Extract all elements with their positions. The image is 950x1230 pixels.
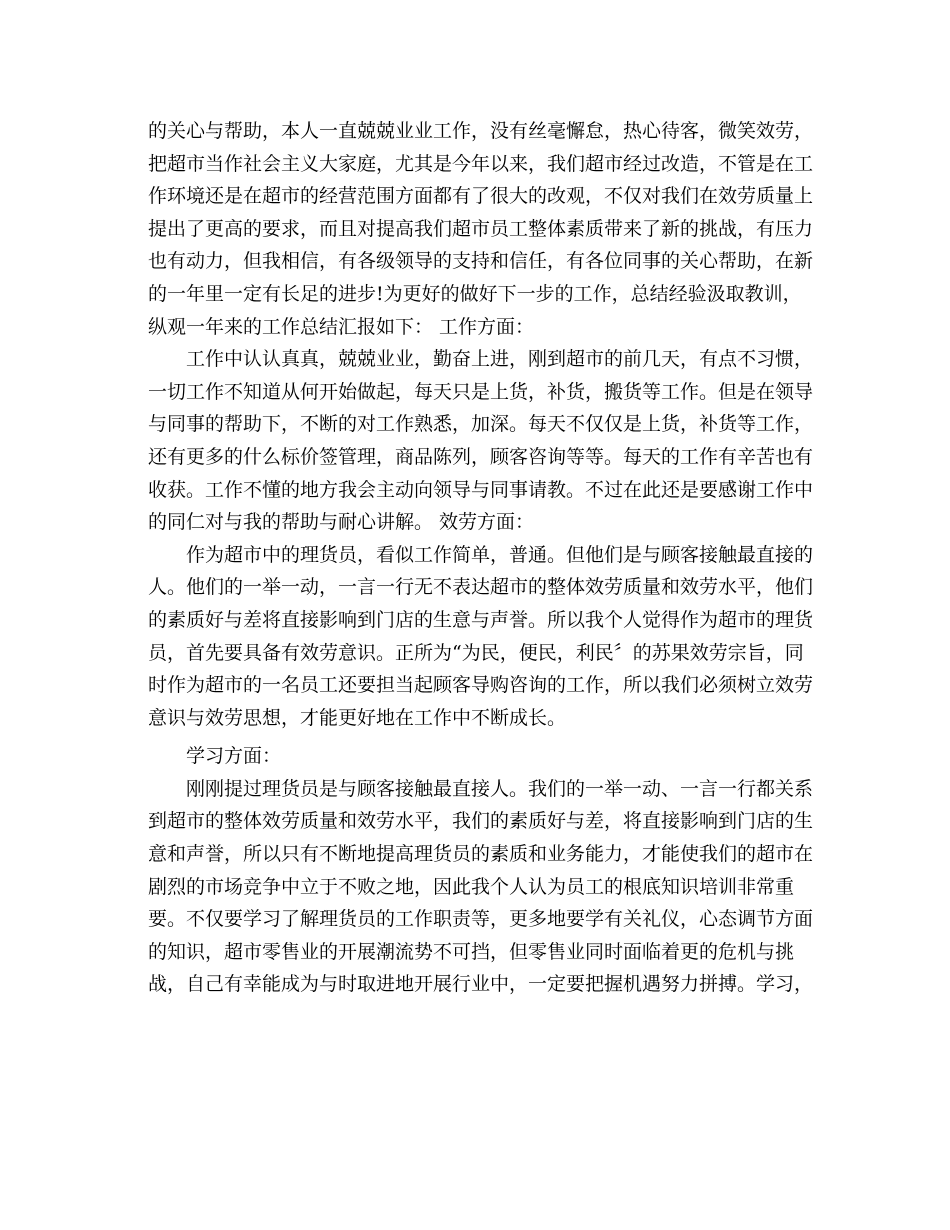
text-line: 战，自己有幸能成为与时取进地开展行业中，一定要把握机遇努力拼搏。学习， bbox=[148, 973, 814, 996]
text-line: 的素质好与差将直接影响到门店的生意与声誉。所以我个人觉得作为超市的理货 bbox=[148, 608, 814, 631]
text-line: 也有动力，但我相信，有各级领导的支持和信任，有各位同事的关心帮助，在新 bbox=[148, 250, 814, 273]
text-line: 把超市当作社会主义大家庭，尤其是今年以来，我们超市经过改造，不管是在工 bbox=[148, 152, 814, 175]
paragraph-first-line: 刚刚提过理货员是与顾客接触最直接人。我们的一举一动、一言一行都关系 bbox=[186, 777, 814, 800]
text-line: 要。不仅要学习了解理货员的工作职责等，更多地要学有关礼仪，心态调节方面 bbox=[148, 908, 814, 931]
text-line: 作环境还是在超市的经营范围方面都有了很大的改观，不仅对我们在效劳质量上 bbox=[148, 185, 814, 208]
text-line: 收获。工作不懂的地方我会主动向领导与同事请教。不过在此还是要感谢工作中 bbox=[148, 478, 814, 501]
paragraph-first-line: 工作中认认真真，兢兢业业，勤奋上进，刚到超市的前几天，有点不习惯， bbox=[186, 348, 814, 371]
text-line: 提出了更高的要求，而且对提高我们超市员工整体素质带来了新的挑战，有压力 bbox=[148, 217, 814, 240]
document-body bbox=[148, 115, 814, 1001]
text-line: 的一年里一定有长足的进步!为更好的做好下一步的工作，总结经验汲取教训， bbox=[148, 282, 802, 305]
text-line: 人。他们的一举一动，一言一行无不表达超市的整体效劳质量和效劳水平，他们 bbox=[148, 576, 814, 599]
paragraph-first-line: 作为超市中的理货员，看似工作简单，普通。但他们是与顾客接触最直接的 bbox=[186, 543, 814, 566]
text-line: 到超市的整体效劳质量和效劳水平，我们的素质好与差，将直接影响到门店的生 bbox=[148, 810, 814, 833]
text-line: 一切工作不知道从何开始做起，每天只是上货，补货，搬货等工作。但是在领导 bbox=[148, 380, 814, 403]
text-line: 纵观一年来的工作总结汇报如下： 工作方面： bbox=[148, 315, 535, 338]
text-line: 的知识，超市零售业的开展潮流势不可挡，但零售业同时面临着更的危机与挑 bbox=[148, 940, 795, 963]
text-line: 时作为超市的一名员工还要担当起顾客导购咨询的工作，所以我们必须树立效劳 bbox=[148, 674, 814, 697]
section-heading: 学习方面： bbox=[186, 745, 282, 768]
text-line: 员，首先要具备有效劳意识。正所为“为民，便民，利民〞的苏果效劳宗旨，同 bbox=[148, 641, 804, 664]
text-line: 与同事的帮助下，不断的对工作熟悉，加深。每天不仅仅是上货，补货等工作， bbox=[148, 413, 814, 436]
text-line: 的同仁对与我的帮助与耐心讲解。 效劳方面： bbox=[148, 511, 535, 534]
text-line: 还有更多的什么标价签管理，商品陈列，顾客咨询等等。每天的工作有辛苦也有 bbox=[148, 445, 814, 468]
text-line: 的关心与帮助，本人一直兢兢业业工作，没有丝毫懈怠，热心待客，微笑效劳， bbox=[148, 120, 814, 142]
text-line: 意识与效劳思想，才能更好地在工作中不断成长。 bbox=[148, 706, 567, 729]
text-line: 剧烈的市场竞争中立于不败之地，因此我个人认为员工的根底知识培训非常重 bbox=[148, 875, 795, 898]
text-line: 意和声誉，所以只有不断地提高理货员的素质和业务能力，才能使我们的超市在 bbox=[148, 843, 814, 866]
